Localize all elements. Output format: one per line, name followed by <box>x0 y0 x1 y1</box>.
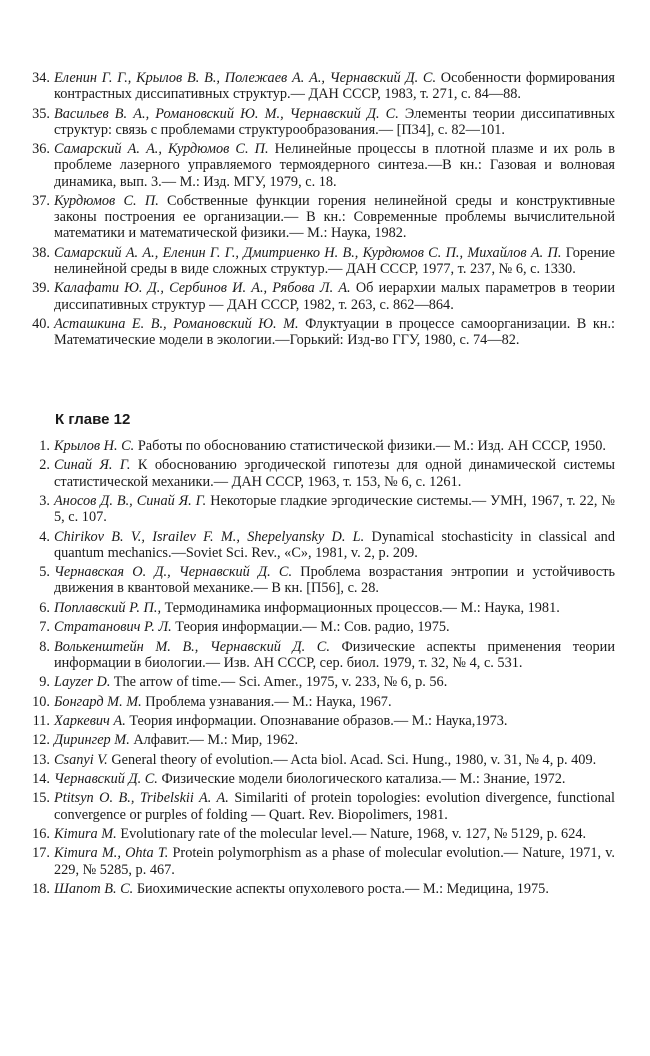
reference-text: Работы по обоснованию статистической физики.— М.: Изд. АН СССР, 1950. <box>134 438 606 454</box>
reference-number: 15. <box>32 790 50 807</box>
reference-item <box>30 70 615 102</box>
reference-number: 1. <box>39 438 50 454</box>
reference-item <box>30 141 615 190</box>
reference-number: 37. <box>32 192 50 209</box>
reference-number: 34. <box>32 70 50 86</box>
reference-item <box>30 529 615 561</box>
reference-list-chapter-12 <box>30 438 615 900</box>
reference-text: Dynamical stochasticity in classical and quantum mechanics.—Soviet Sci. Rev., «C», 1981, v. 2, p. 209. <box>54 528 615 561</box>
reference-authors: Kimura M., Ohta T. <box>54 845 169 862</box>
reference-authors: Chirikov B. V., Israilev F. M., Shepelyansky D. L. <box>54 528 365 545</box>
reference-number: 8. <box>39 638 50 655</box>
reference-authors: Волькенштейн М. В., Чернавский Д. С. <box>54 638 330 655</box>
reference-text: Проблема возрастания энтропии и устойчивость движения в квантовой механике.— В кн. [П56], с. 28. <box>54 564 615 597</box>
reference-authors: Курдюмов С. П. <box>54 192 159 209</box>
reference-item <box>30 790 615 822</box>
reference-number: 14. <box>32 771 50 788</box>
reference-number: 38. <box>32 244 50 261</box>
reference-number: 3. <box>39 492 50 509</box>
reference-text: Protein polymorphism as a phase of molecular evolution.— Nature, 1971, v. 229, № 5285, p. 467. <box>54 845 615 878</box>
reference-authors: Калафати Ю. Д., Сербинов И. А., Рябова Л. А. <box>54 280 351 297</box>
reference-item <box>30 881 615 897</box>
reference-text: Физические модели биологического катализа.— М.: Знание, 1972. <box>157 771 566 788</box>
reference-authors: Самарский А. А., Еленин Г. Г., Дмитриенко Н. В., Курдюмов С. П., Михайлов А. П. <box>54 244 562 261</box>
reference-item <box>30 732 615 748</box>
reference-authors: Layzer D. <box>54 674 111 691</box>
reference-authors: Шапот В. С. <box>54 881 134 898</box>
reference-text: Нелинейные процессы в плотной плазме и их роль в проблеме лазерного управляемого термоядерного синтеза.—В кн.: Газовая и волновая динамика, вып. 3.— М.: Изд. МГУ, 1979, с. 18. <box>54 141 615 190</box>
reference-text: Evolutionary rate of the molecular level.— Nature, 1968, v. 127, № 5129, p. 624. <box>116 826 587 843</box>
reference-item <box>30 752 615 768</box>
reference-authors: Аносов Д. В., Синай Я. Г. <box>54 492 207 509</box>
reference-text: Физические аспекты применения теории информации в биологии.— Изв. АН СССР, сер. биол. 1979, т. 32, № 4, с. 531. <box>54 638 615 671</box>
reference-item <box>30 619 615 635</box>
reference-item <box>30 694 615 710</box>
reference-text: Собственные функции горения нелинейной среды и конструктивные законы построения ее организации.— В кн.: Современные проблемы вычислительной математики и математической физики.— М.: Наука, 1982. <box>54 192 615 242</box>
reference-item <box>30 438 615 454</box>
reference-item <box>30 713 615 729</box>
reference-item <box>30 771 615 787</box>
reference-text: Алфавит.— М.: Мир, 1962. <box>129 732 299 749</box>
reference-authors: Стратанович Р. Л. <box>54 619 172 636</box>
reference-text: Об иерархии малых параметров в теории диссипативных структур — ДАН СССР, 1982, т. 263, с. 862—864. <box>54 280 615 313</box>
reference-authors: Харкевич А. <box>54 712 126 729</box>
reference-authors: Чернавский Д. С. <box>54 771 158 788</box>
reference-authors: Поплавский Р. П., <box>54 599 162 616</box>
reference-authors: Дирингер М. <box>54 732 130 749</box>
reference-item <box>30 457 615 489</box>
reference-item <box>30 845 615 877</box>
reference-authors: Асташкина Е. В., Романовский Ю. М. <box>54 315 299 332</box>
reference-item <box>30 106 615 138</box>
reference-number: 17. <box>32 845 50 862</box>
reference-text: General theory of evolution.— Acta biol. Acad. Sci. Hung., 1980, v. 31, № 4, p. 409. <box>107 751 597 768</box>
reference-number: 39. <box>32 280 50 297</box>
reference-authors: Крылов Н. С. <box>54 438 135 454</box>
reference-item <box>30 826 615 842</box>
reference-item <box>30 280 615 312</box>
reference-item <box>30 674 615 690</box>
reference-number: 18. <box>32 881 50 898</box>
reference-item <box>30 245 615 277</box>
reference-list-chapter-11 <box>30 70 615 352</box>
reference-number: 6. <box>39 599 50 616</box>
reference-item <box>30 316 615 348</box>
reference-authors: Синай Я. Г. <box>54 457 131 474</box>
reference-authors: Чернавская О. Д., Чернавский Д. С. <box>54 564 293 581</box>
reference-authors: Csanyi V. <box>54 751 108 768</box>
reference-number: 36. <box>32 141 50 158</box>
reference-number: 13. <box>32 751 50 768</box>
reference-number: 16. <box>32 826 50 843</box>
reference-authors: Kimura M. <box>54 826 117 843</box>
reference-text: Биохимические аспекты опухолевого роста.— М.: Медицина, 1975. <box>133 881 549 898</box>
reference-number: 11. <box>32 712 50 729</box>
reference-text: Элементы теории диссипативных структур: связь с проблемами структурообразования.— [П34], с. 82—101. <box>54 105 615 138</box>
reference-number: 40. <box>32 315 50 332</box>
reference-number: 10. <box>32 693 50 710</box>
reference-authors: Ptitsyn O. B., Tribelskii A. A. <box>54 790 229 807</box>
reference-text: Проблема узнавания.— М.: Наука, 1967. <box>141 693 392 710</box>
reference-text: Теория информации.— М.: Сов. радио, 1975. <box>171 619 450 636</box>
reference-text: The arrow of time.— Sci. Amer., 1975, v. 233, № 6, p. 56. <box>110 674 448 691</box>
reference-item <box>30 564 615 596</box>
reference-text: Теория информации. Опознавание образов.— М.: Наука,1973. <box>125 712 508 729</box>
reference-authors: Васильев В. А., Романовский Ю. М., Чернавский Д. С. <box>54 105 399 122</box>
reference-text: Флуктуации в процессе самоорганизации. В кн.: Математические модели в экологии.—Горький: Изд-во ГГУ, 1980, с. 74—82. <box>54 315 615 349</box>
reference-number: 7. <box>39 619 50 636</box>
reference-item <box>30 639 615 671</box>
reference-number: 35. <box>32 105 50 122</box>
reference-item <box>30 493 615 525</box>
reference-number: 2. <box>39 457 50 474</box>
reference-item <box>30 600 615 616</box>
reference-text: Особенности формирования контрастных диссипативных структур.— ДАН СССР, 1983, т. 271, с. 84—88. <box>54 70 616 103</box>
reference-number: 4. <box>39 528 50 545</box>
section-heading: К главе 12 <box>55 411 131 428</box>
reference-number: 12. <box>32 732 50 749</box>
reference-authors: Самарский А. А., Курдюмов С. П. <box>54 141 269 158</box>
reference-number: 9. <box>39 674 50 691</box>
reference-text: К обоснованию эргодической гипотезы для одной динамической системы статистической механики.— ДАН СССР, 1963, т. 153, № 6, с. 1261. <box>54 457 615 490</box>
reference-text: Термодинамика информационных процессов.— М.: Наука, 1981. <box>161 599 560 616</box>
reference-authors: Бонгард М. М. <box>54 693 142 710</box>
reference-item <box>30 193 615 242</box>
reference-number: 5. <box>39 564 50 581</box>
reference-text: Горение нелинейной среды в виде сложных структур.— ДАН СССР, 1977, т. 237, № 6, с. 1330. <box>54 244 615 277</box>
reference-text: Некоторые гладкие эргодические системы.— УМН, 1967, т. 22, № 5, с. 107. <box>54 492 615 526</box>
reference-text: Similariti of protein topologies: evolution divergence, functional convergence or purples of folding — Quart. Rev. Biopolimers, 1981. <box>54 790 615 823</box>
reference-authors: Еленин Г. Г., Крылов В. В., Полежаев А. А., Чернавский Д. С. <box>54 70 437 86</box>
